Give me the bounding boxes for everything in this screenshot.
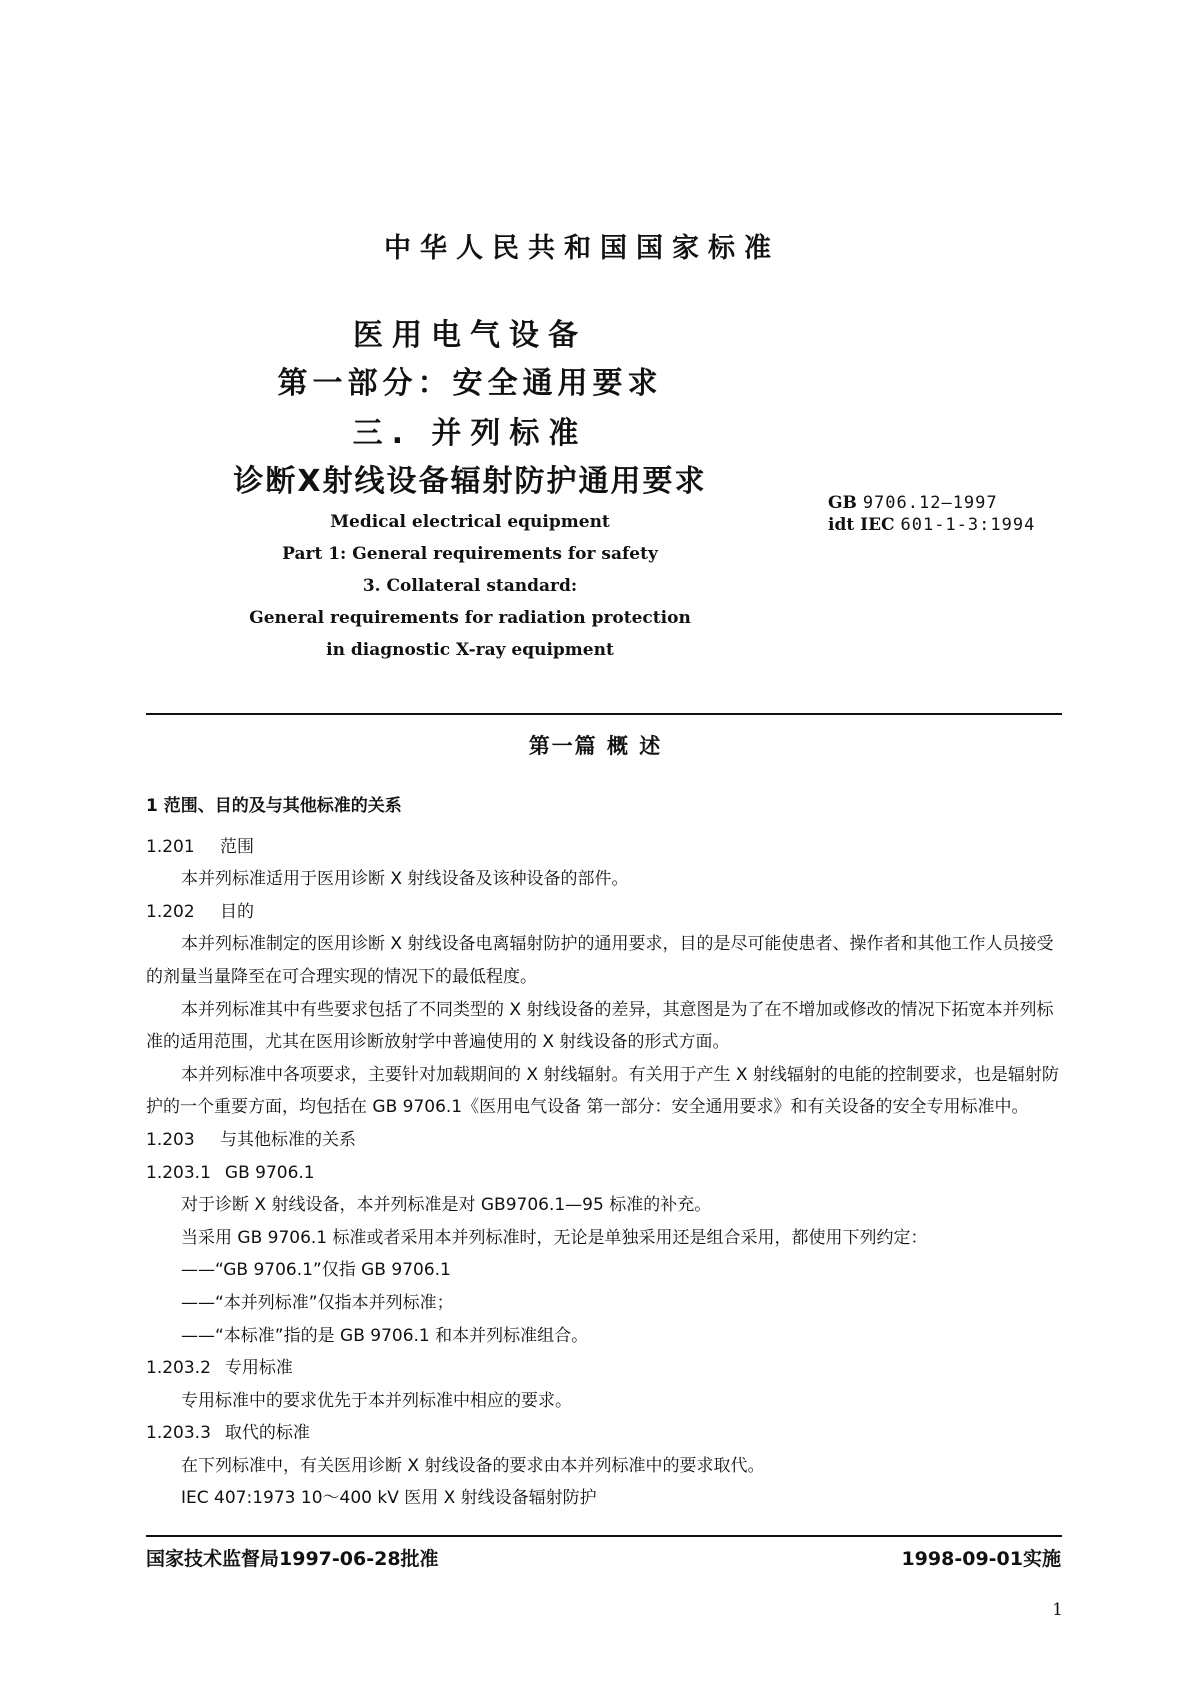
section-title: 取代的标准 [224, 1423, 310, 1444]
page-number: 1 [1052, 1600, 1063, 1620]
english-title-line-1: Medical electrical equipment [330, 512, 610, 532]
title-line-4: 诊断X射线设备辐射防护通用要求 [233, 464, 707, 499]
section-1-203-2-heading [146, 1352, 1062, 1385]
section-1-203-heading [146, 1124, 1062, 1157]
title-line-3: 三. 并列标准 [352, 416, 588, 451]
section-title: 目的 [220, 901, 254, 922]
idt-prefix: idt IEC [828, 515, 895, 535]
section-title: 范围 [220, 836, 254, 857]
section-number: 1.203.3 [146, 1423, 211, 1444]
english-title-line-4: General requirements for radiation protection [249, 608, 691, 628]
approval-date: 国家技术监督局1997-06-28批准 [146, 1548, 439, 1570]
section-number: 1.203.2 [146, 1358, 211, 1379]
national-standard-heading: 中华人民共和国国家标准 [384, 233, 780, 264]
english-title-line-2: Part 1: General requirements for safety [282, 544, 658, 564]
chapter-title: 第一篇 概 述 [528, 734, 663, 758]
title-line-1: 医用电气设备 [353, 318, 587, 353]
paragraph: 本并列标准制定的医用诊断 X 射线设备电离辐射防护的通用要求，目的是尽可能使患者、操作者和其他工作人员接受的剂量当量降至在可合理实现的情况下的最低程度。 [146, 934, 1054, 987]
dash-item: ——“GB 9706.1”仅指 GB 9706.1 [181, 1260, 451, 1281]
english-title-line-5: in diagnostic X-ray equipment [326, 640, 614, 660]
section-1-title: 1 范围、目的及与其他标准的关系 [146, 796, 402, 816]
paragraph: 对于诊断 X 射线设备，本并列标准是对 GB9706.1—95 标准的补充。 [181, 1195, 712, 1216]
code-prefix: GB [828, 493, 857, 513]
standard-code [828, 492, 1035, 536]
section-title: GB 9706.1 [224, 1162, 315, 1183]
section-1-203-3-heading [146, 1417, 1062, 1450]
document-body [146, 790, 1062, 1515]
top-divider [146, 713, 1062, 715]
dash-item: ——“本标准”指的是 GB 9706.1 和本并列标准组合。 [181, 1325, 589, 1346]
section-number: 1.203 [146, 1129, 195, 1150]
bottom-divider [146, 1535, 1062, 1537]
section-1-202-heading [146, 896, 1062, 929]
section-number: 1.203.1 [146, 1162, 211, 1183]
idt-number: 601-1-3:1994 [900, 515, 1036, 535]
paragraph: 本并列标准适用于医用诊断 X 射线设备及该种设备的部件。 [181, 869, 629, 890]
section-title: 与其他标准的关系 [220, 1129, 356, 1150]
paragraph: 本并列标准中各项要求，主要针对加载期间的 X 射线辐射。有关用于产生 X 射线辐射的电能的控制要求，也是辐射防护的一个重要方面，均包括在 GB 9706.1《医用电气设备 第一部分：安全通用要求》和有关设备的安全专用标准中。 [146, 1064, 1059, 1118]
section-title: 专用标准 [224, 1358, 293, 1379]
code-number: 9706.12—1997 [862, 493, 998, 513]
paragraph: 在下列标准中，有关医用诊断 X 射线设备的要求由本并列标准中的要求取代。 [181, 1455, 765, 1476]
implementation-date: 1998-09-01实施 [901, 1548, 1061, 1570]
paragraph: 专用标准中的要求优先于本并列标准中相应的要求。 [181, 1390, 572, 1411]
paragraph: 本并列标准其中有些要求包括了不同类型的 X 射线设备的差异，其意图是为了在不增加或修改的情况下拓宽本并列标准的适用范围，尤其在医用诊断放射学中普遍使用的 X 射线设备的形式方面。 [146, 999, 1054, 1053]
paragraph: 当采用 GB 9706.1 标准或者采用本并列标准时，无论是单独采用还是组合采用，都使用下列约定： [181, 1227, 928, 1248]
section-1-201-heading [146, 831, 1062, 864]
title-line-2: 第一部分：安全通用要求 [277, 366, 663, 401]
paragraph: IEC 407:1973 10～400 kV 医用 X 射线设备辐射防护 [181, 1488, 597, 1509]
english-title-line-3: 3. Collateral standard: [362, 576, 578, 596]
section-number: 1.202 [146, 901, 195, 922]
section-number: 1.201 [146, 836, 195, 857]
section-1-203-1-heading [146, 1157, 1062, 1190]
dash-item: ——“本并列标准”仅指本并列标准； [181, 1292, 454, 1313]
